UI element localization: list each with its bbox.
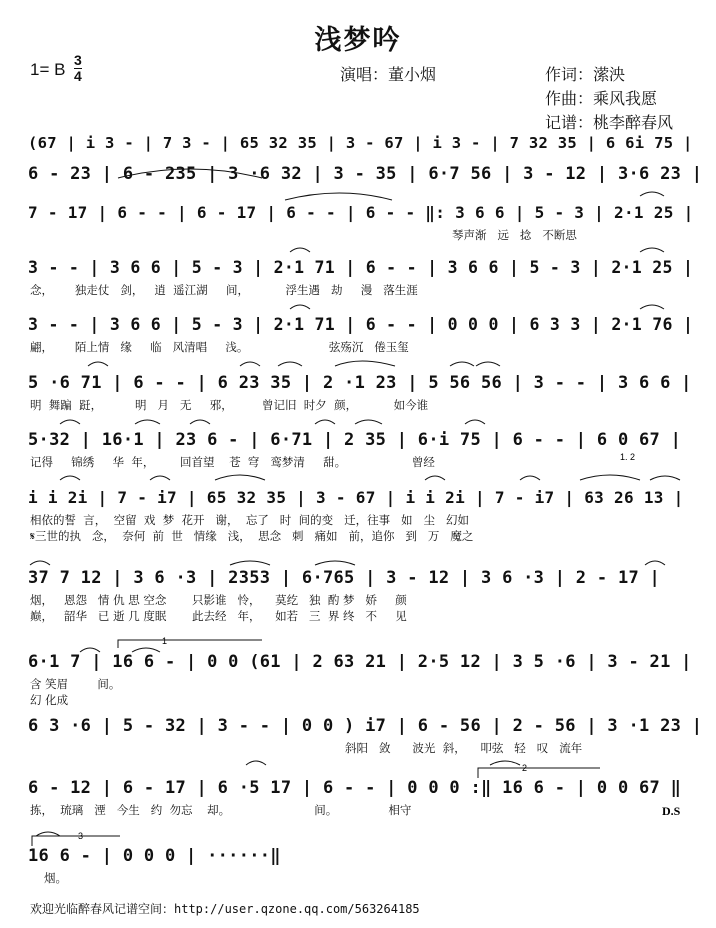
slur-mark [278, 362, 302, 366]
slur-mark [36, 832, 60, 836]
transcriber-credit: 记谱：桃李醉春风 [545, 113, 674, 132]
tie-mark [118, 169, 262, 178]
notation-line: 3 - - | 3 6 6 | 5 - 3 | 2·1 71 | 6 - - | 3 6 6 | 5 - 3 | 2·1 25 | [28, 258, 694, 277]
volta-2-label: 2 [522, 763, 528, 773]
notation-line: 6 - 12 | 6 - 17 | 6 ·5 17 | 6 - - | 0 0 0 :‖ 16 6 - | 0 0 67 ‖ [28, 778, 682, 798]
singer-credit: 演唱：董小烟 [340, 65, 437, 84]
lyric-line: 烟。 [44, 871, 67, 885]
notation-line: 16 6 - | 0 0 0 | ······‖ [28, 846, 281, 866]
slur-mark [246, 761, 266, 765]
slur-mark [80, 648, 100, 652]
slur-mark [640, 192, 664, 196]
lyric-line: 相依的誓 言， 空留 戏 梦 花开 谢， 忘了 时 间的变 迁，往事 如 尘 幻如 [30, 513, 469, 527]
volta-12-label: 1. 2 [620, 452, 636, 462]
slur-mark [60, 420, 80, 424]
lyric-line: 明 舞蹁 跹， 明 月 无 邪， 曾记旧 时夕 颜， 如今谁 [30, 398, 429, 412]
slur-mark [425, 476, 445, 480]
volta-3-label: 3 [78, 831, 84, 841]
notation-line: 5 ·6 71 | 6 - - | 6 23 35 | 2 ·1 23 | 5 56 56 | 3 - - | 3 6 6 | [28, 373, 692, 393]
slur-mark [230, 561, 270, 565]
slur-mark [240, 362, 260, 366]
volta-1-label: 1 [162, 636, 168, 646]
slur-mark [450, 362, 474, 366]
lyric-line: 拣， 琉璃 湮 今生 约 勿忘 却。 间。 相守 [30, 803, 412, 817]
notation-line: 6 3 ·6 | 5 - 32 | 3 - - | 0 0 ) i7 | 6 - 56 | 2 - 56 | 3 ·1 23 | [28, 716, 703, 736]
page-title: 浅梦吟 [314, 25, 402, 56]
slur-mark [315, 420, 335, 424]
volta-bracket-1 [118, 640, 262, 648]
composer-credit: 作曲：乘风我愿 [545, 89, 658, 108]
tie-mark [285, 193, 392, 200]
footer-credit: 欢迎光临醉春风记谱空间：http://user.qzone.qq.com/563264185 [30, 902, 420, 916]
notation-line: 6·1 7 | 16 6 - | 0 0 (61 | 2 63 21 | 2·5 12 | 3 5 ·6 | 3 - 21 | [28, 652, 692, 672]
slur-mark [490, 761, 520, 765]
slur-mark [335, 361, 395, 366]
notation-line: 5·32 | 16·1 | 23 6 - | 6·71 | 2 35 | 6·i 75 | 6 - - | 6 0 67 | [28, 430, 682, 450]
lyric-line: 记得 锦绣 华 年， 回首望 苍 穹 鸾梦清 甜。 曾经 [30, 455, 435, 469]
slur-mark [30, 561, 50, 565]
volta-bracket-2 [478, 768, 600, 778]
slur-mark [190, 420, 210, 424]
slur-mark [640, 305, 664, 309]
lyricist-credit: 作词：潆泱 [545, 65, 626, 84]
time-sig-bottom: 4 [74, 68, 82, 84]
slur-mark [215, 475, 265, 480]
notation-line: 7 - 17 | 6 - - | 6 - 17 | 6 - - | 6 - - ‖: 3 6 6 | 5 - 3 | 2·1 25 | [28, 203, 694, 222]
slur-mark [60, 476, 80, 480]
slur-mark [465, 420, 485, 424]
slur-mark [650, 476, 680, 480]
slur-mark [132, 648, 160, 652]
lyric-line: 烟， 恩怨 情 仇 思 空念 只影谁 怜， 莫纥 独 酌 梦 娇 颜 [30, 593, 407, 607]
lyric-line: 琴声渐 远 捻 不断思 [452, 228, 577, 242]
lyric-line: 𝄋三世的执 念， 奈何 前 世 情缘 浅， 思念 刺 痛如 前，追你 到 万 魔之 [30, 529, 474, 543]
slur-mark [476, 362, 500, 366]
ds-mark: D.S [662, 804, 681, 818]
slur-mark [520, 476, 540, 480]
slur-mark [150, 476, 170, 480]
volta-bracket-3 [32, 836, 120, 846]
lyric-line: 念， 独走仗 剑， 逍 遥江湖 间， 浮生遇 劫 漫 落生涯 [30, 283, 418, 297]
lyric-line: 翩， 陌上情 缘 临 风清唱 浅。 弦殇沉 倦玉玺 [30, 340, 409, 354]
time-sig-top: 3 [74, 52, 82, 68]
slur-mark [290, 305, 310, 309]
slur-mark [580, 475, 640, 480]
slur-mark [135, 420, 160, 424]
notation-line: (67 | i 3 - | 7 3 - | 65 32 35 | 3 - 67 | i 3 - | 7 32 35 | 6 6i 75 | [28, 134, 693, 152]
notation-line: 37 7 12 | 3 6 ·3 | 2353 | 6·765 | 3 - 12 | 3 6 ·3 | 2 - 17 | [28, 568, 661, 588]
lyric-line: 斜阳 敛 波光 斜， 叩弦 轻 叹 流年 [345, 741, 583, 755]
notation-line: 6 - 23 | 6 - 235 | 3 ·6 32 | 3 - 35 | 6·7 56 | 3 - 12 | 3·6 23 | [28, 164, 703, 184]
notation-line: i i 2i | 7 - i7 | 65 32 35 | 3 - 67 | i i 2i | 7 - i7 | 63 26 13 | [28, 488, 684, 507]
key-signature: 1= B [30, 60, 66, 79]
slur-mark [355, 420, 382, 424]
notation-line: 3 - - | 3 6 6 | 5 - 3 | 2·1 71 | 6 - - | 0 0 0 | 6 3 3 | 2·1 76 | [28, 315, 694, 334]
lyric-line: 巅， 韶华 已 逝 几 度眠 此去经 年， 如若 三 界 终 不 见 [30, 609, 407, 623]
slur-mark [315, 561, 355, 565]
slur-mark [645, 561, 665, 565]
slur-mark [88, 362, 108, 366]
slur-mark [640, 248, 664, 252]
lyric-line: 含 笑眉 间。 [30, 677, 121, 691]
lyric-line: 幻 化成 [30, 693, 69, 707]
slur-mark [290, 248, 310, 252]
